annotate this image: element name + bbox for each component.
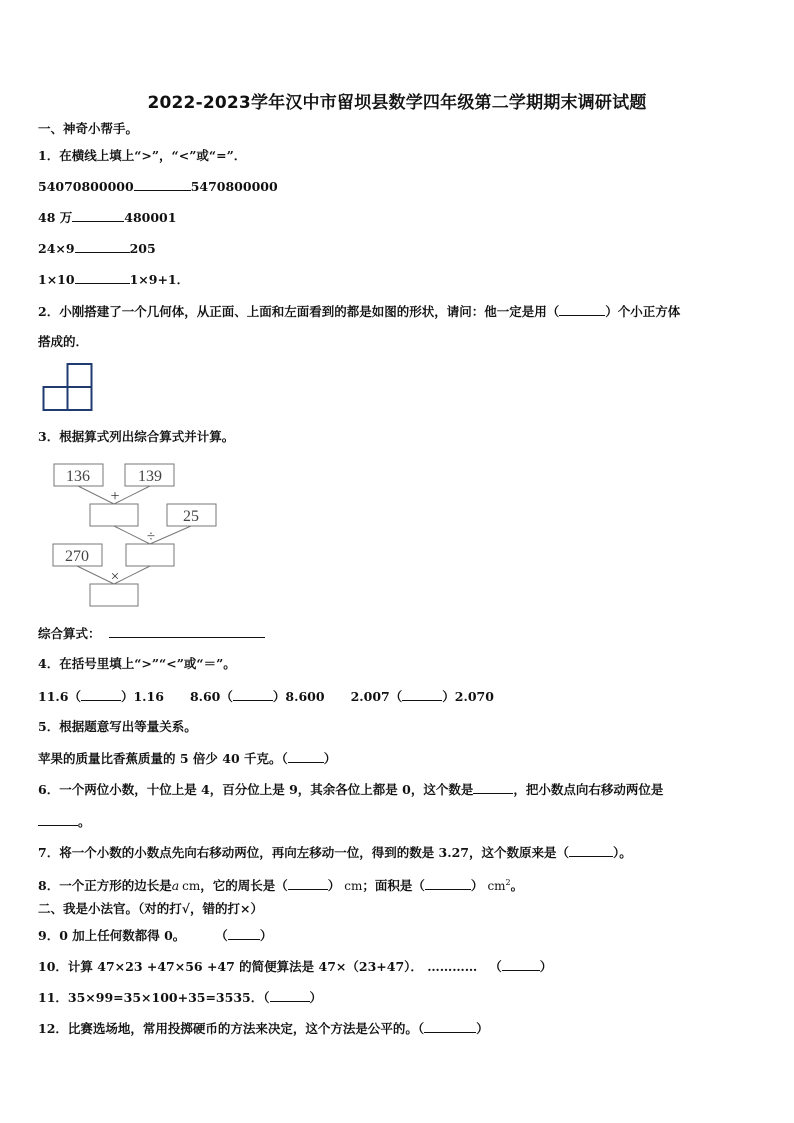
- q1-item-2: 48 万 480001: [38, 210, 177, 225]
- q7-blank[interactable]: [569, 844, 613, 857]
- q8-line: 8．一个正方形的边长是a cm，它的周长是（ ） cm；面积是（ ） $cm^2$。: [38, 878, 524, 894]
- q1-blank-3[interactable]: [75, 240, 130, 253]
- q1-blank-1[interactable]: [134, 178, 191, 191]
- q5-blank[interactable]: [288, 750, 324, 763]
- q2-blank[interactable]: [559, 303, 605, 316]
- q12-blank[interactable]: [424, 1020, 476, 1033]
- q3-answer-line: 综合算式：: [38, 625, 265, 642]
- q7-line: 7．将一个小数的小数点先向右移动两位，再向左移动一位，得到的数是 3.27，这个数原来是（ ）。: [38, 845, 632, 860]
- q9-line: 9．0 加上任何数都得 0。 （ ）: [38, 928, 273, 943]
- q2-square-top-right: [68, 364, 92, 387]
- q5-line: 苹果的质量比香蕉质量的 5 倍少 40 千克。（ ）: [38, 751, 337, 766]
- q4-items: 11.6（ ）1.16 8.60（ ）8.600 2.007（ ）2.070: [38, 689, 494, 704]
- q3-op-times: ×: [110, 569, 120, 585]
- q4-blank-1[interactable]: [81, 688, 121, 701]
- q6-blank-2[interactable]: [38, 813, 78, 826]
- q4-stem: 4．在括号里填上“>”“<”或“＝”。: [38, 656, 236, 671]
- section-1-heading: 一、神奇小帮手。: [38, 121, 139, 136]
- q3-box-quotient[interactable]: [126, 544, 174, 566]
- q2-cube-view-figure: [42, 362, 94, 412]
- q1-item-4: 1×10 1×9+1．: [38, 272, 190, 287]
- q11-blank[interactable]: [270, 989, 310, 1002]
- q10-line: 10．计算 47×23 +47×56 +47 的简便算法是 47×（23+47）． ………… （ ）: [38, 959, 553, 974]
- q5-stem: 5．根据题意写出等量关系。: [38, 719, 197, 734]
- q1-blank-2[interactable]: [72, 209, 124, 222]
- q9-blank[interactable]: [228, 927, 260, 940]
- q10-blank[interactable]: [502, 958, 540, 971]
- q1-item-3: 24×9 205: [38, 241, 156, 256]
- q2-line-1: 2．小刚搭建了一个几何体，从正面、上面和左面看到的都是如图的形状，请问：他一定是用（ ）个小正方体: [38, 304, 681, 319]
- q3-op-divide: ÷: [146, 529, 156, 545]
- q3-num-139: 139: [138, 468, 162, 485]
- q4-blank-2[interactable]: [233, 688, 273, 701]
- q1-blank-4[interactable]: [75, 271, 130, 284]
- q11-line: 11．35×99=35×100+35=3535．（ ）: [38, 990, 323, 1005]
- q3-flow-diagram: [50, 462, 220, 610]
- q8-blank-perimeter[interactable]: [288, 877, 328, 890]
- q12-line: 12．比赛选场地，常用投掷硬币的方法来决定，这个方法是公平的。（ ）: [38, 1021, 489, 1036]
- section-2-heading: 二、我是小法官。（对的打√，错的打×）: [38, 901, 263, 916]
- q3-box-product[interactable]: [90, 584, 138, 606]
- q6-line-1: 6．一个两位小数，十位上是 4，百分位上是 9，其余各位上都是 0，这个数是 ，把小数点向右移动两位是: [38, 782, 664, 797]
- q3-stem: 3．根据算式列出综合算式并计算。: [38, 429, 235, 444]
- q2-square-bottom-left: [44, 387, 68, 410]
- q8-blank-area[interactable]: [425, 877, 471, 890]
- q3-num-136: 136: [66, 468, 90, 485]
- q3-box-sum[interactable]: [90, 504, 138, 526]
- q3-num-25: 25: [183, 508, 199, 525]
- q3-num-270: 270: [65, 548, 89, 565]
- q6-line-2: 。: [38, 813, 91, 830]
- q2-square-bottom-right: [68, 387, 92, 410]
- q6-blank-1[interactable]: [473, 781, 513, 794]
- q3-op-plus: +: [110, 488, 120, 505]
- q2-line-2: 搭成的．: [38, 334, 89, 349]
- q3-answer-blank[interactable]: [109, 625, 265, 638]
- page-title: 2022-2023学年汉中市留坝县数学四年级第二学期期末调研试题: [147, 93, 647, 113]
- q4-blank-3[interactable]: [402, 688, 442, 701]
- q1-stem: 1．在横线上填上“>”，“<”或“=”．: [38, 148, 247, 163]
- q1-item-1: 54070800000 5470800000: [38, 179, 278, 194]
